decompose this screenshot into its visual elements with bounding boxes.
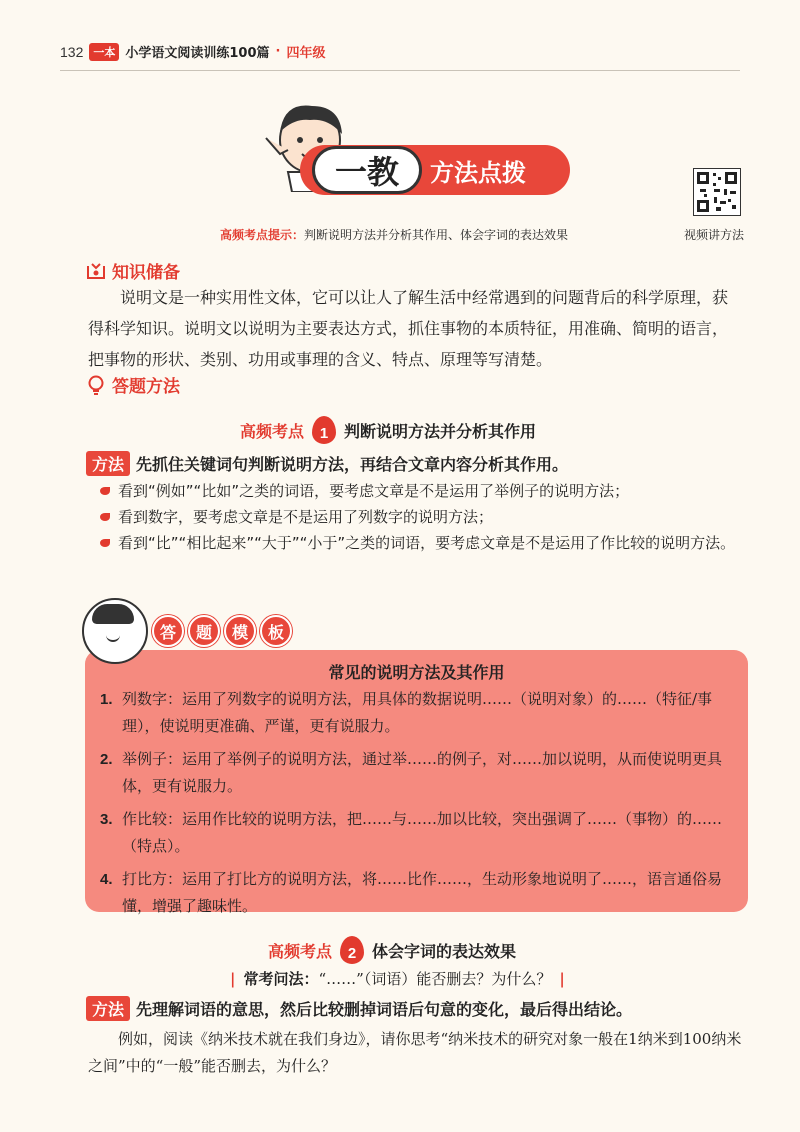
method-heading-text: 答题方法 — [112, 377, 180, 397]
knowledge-paragraph: 说明文是一种实用性文体，它可以让人了解生活中经常遇到的问题背后的科学原理，获得科学知识。说明文以说明为主要表达方式，抓住事物的本质特征，用准确、简明的语言，把事物的形状、类别、功用或事理的含义、特点、原理等写清楚。 — [88, 288, 729, 369]
common-question: | 常考问法：“……”（词语）能否删去？为什么？ | — [230, 970, 565, 988]
method-heading — [86, 372, 180, 397]
list-item: 4. 打比方：运用了打比方的说明方法，将……比作……，生动形象地说明了……，语言通俗易懂，增强了趣味性。 — [100, 870, 723, 915]
kp1-method — [86, 451, 568, 476]
kp1-title: 判断说明方法并分析其作用 — [344, 421, 537, 441]
banner-title: 方法点拨 — [430, 159, 526, 187]
key-point-1-heading — [240, 416, 536, 444]
banner-badge: 一教 — [312, 146, 422, 194]
list-item: 看到数字，要考虑文章是不是运用了列数字的说明方法； — [98, 504, 758, 530]
ask-text: “……”（词语）能否删去？为什么？ — [318, 970, 552, 988]
page-number: 132 — [60, 43, 84, 60]
kp1-bullet-list — [98, 478, 758, 556]
knowledge-heading-text: 知识储备 — [112, 263, 180, 283]
template-items — [100, 686, 740, 920]
template-title: 常见的说明方法及其作用 — [328, 663, 505, 682]
list-item: 看到“比”“相比起来”“大于”“小于”之类的词语，要考虑文章是不是运用了作比较的说明方法。 — [98, 530, 758, 556]
book-title: 小学语文阅读训练100篇 — [125, 46, 270, 61]
list-item: 3. 作比较：运用作比较的说明方法，把……与……加以比较，突出强调了……（事物）的……（特点）。 — [100, 810, 723, 855]
header-divider — [60, 70, 740, 71]
brand-logo: 一本 — [89, 43, 119, 61]
page-header — [60, 42, 325, 61]
template-chip: 板 — [260, 615, 292, 647]
template-chip: 模 — [224, 615, 256, 647]
method-tag: 方法 — [86, 996, 130, 1021]
header-dot: · — [275, 44, 281, 59]
key-point-hint — [220, 226, 568, 243]
kp2-method — [86, 996, 632, 1021]
qr-caption: 视频讲方法 — [684, 228, 745, 242]
flame-number-icon: 2 — [340, 936, 364, 964]
lightbulb-icon — [86, 375, 106, 395]
qr-code-icon[interactable] — [693, 168, 741, 216]
list-item: 1. 列数字：运用了列数字的说明方法，用具体的数据说明……（说明对象）的……（特征/事理），使说明更准确、严谨，更有说服力。 — [100, 690, 713, 735]
kp2-title: 体会字词的表达效果 — [372, 941, 517, 961]
knowledge-heading — [86, 258, 180, 283]
template-chip: 答 — [152, 615, 184, 647]
example-paragraph: 例如，阅读《纳米技术就在我们身边》，请你思考“纳米技术的研究对象一般在1纳米到100纳米之间”中的“一般”能否删去，为什么？ — [88, 1030, 742, 1075]
kp1-label: 高频考点 — [240, 421, 305, 441]
hint-label: 高频考点提示： — [220, 228, 305, 242]
key-point-2-heading — [268, 936, 516, 964]
hint-text: 判断说明方法并分析其作用、体会字词的表达效果 — [304, 228, 569, 242]
method-tag: 方法 — [86, 451, 130, 476]
template-chip: 题 — [188, 615, 220, 647]
grade-label: 四年级 — [286, 46, 326, 61]
kp2-label: 高频考点 — [268, 941, 333, 961]
knowledge-icon — [86, 262, 106, 280]
list-item: 2. 举例子：运用了举例子的说明方法，通过举……的例子，对……加以说明，从而使说明更具体，更有说服力。 — [100, 750, 723, 795]
flame-number-icon: 1 — [312, 416, 336, 444]
student-avatar — [82, 598, 148, 664]
kp1-method-text: 先抓住关键词句判断说明方法，再结合文章内容分析其作用。 — [136, 455, 569, 474]
ask-label: 常考问法： — [243, 970, 319, 988]
answer-template-header — [82, 598, 292, 664]
kp2-method-text: 先理解词语的意思，然后比较删掉词语后句意的变化，最后得出结论。 — [136, 1000, 633, 1019]
list-item: 看到“例如”“比如”之类的词语，要考虑文章是不是运用了举例子的说明方法； — [98, 478, 758, 504]
